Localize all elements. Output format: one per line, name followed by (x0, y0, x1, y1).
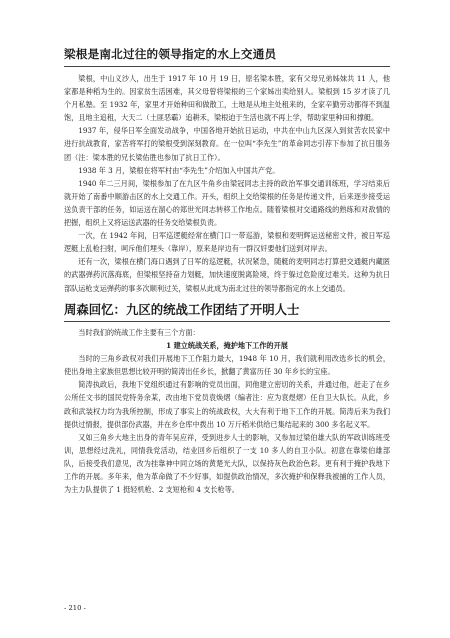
paragraph: 1937 年，侵华日军全面发动战争，中国各地开始抗日运动，中共在中山九区深入到贫苦农民家中进行抗战教育，家苦将军打的梁根受到深刻教育。在一位叫“李先生”的革命同志引荐下参加了抗日服务团（注：梁本胜的兄长梁佑胜也参加了抗日工作）。 (64, 126, 390, 162)
paragraph: 当时的三角乡政权对我们开展地下工作阻力最大，1948 年 10 月，我们就利用改选乡长的机会，使出身地主家族但思想比较开明的简涛出任乡长，掀翻了黄富历任 30 年乡长的宝座。 (64, 354, 390, 377)
paragraph: 梁根，中山义沙人，出生于 1917 年 10 月 19 日，原名梁本胜，家有父母兄弟姊妹共 11 人，他家都是种稻为生的。因家贫生活困难，其父母曾将梁根的三个家姊出卖给别人。梁根到 15 岁才读了几个月私塾。至 1932 年，家里才开始种田和做散工，土地是从地主处租来的，全家辛勤劳动都得不到温饱，且地主追租，大天二（土匪恶霸）追耕禾，梁根迫于生活也就不再上学，帮助家里种田和撑艇。 (64, 74, 390, 123)
article-body (64, 72, 390, 295)
section-body (64, 326, 390, 496)
subheading: 1 建立统战关系，掩护地下工作的开展 (166, 341, 288, 351)
title-underline (64, 66, 390, 67)
paragraph: 1938 年 3 月，梁根在将军村由“李先生”介绍加入中国共产党。 (78, 165, 280, 175)
paragraph: 又如三角乡大地主出身的青年吴应祥，受到进步人士的影响，又参加过梁伯雄大队的军政训练班受训，思想经过洗礼，同情我党活动，结业回乡后组织了一支 10 多人的自卫小队。初意在靠梁伯雄部队，后接受我们意见，改为挂靠神中同立场的黄楚光大队，以保持灰色政治色彩。更有利于掩护我地下工作的开展。多年来，他为革命做了不少好事，如提供政治情况，多次掩护和保释我被捕的工作人员，为主力队提供了 1 挺轻机枪、2 支短枪和 4 支长枪等。 (64, 432, 390, 495)
title-underline (64, 321, 390, 322)
article-title: 梁根是南北过往的领导指定的水上交通员 (64, 47, 277, 61)
paragraph: 还有一次，梁根在横门海口遇到了日军的巡逻艇，状况紧急，随艇的麦明同志打算把交通艇内藏匿的武器弹药沉落海底，但梁根坚持奋力划艇，加快速度脱离险境，终于躲过危险度过难关。这种为抗日部队运枪支运弹药的事多次顺利过关，梁根从此成为南北过往的领导都指定的水上交通员。 (64, 257, 390, 293)
paragraph: 简涛执政后，我地下党组织通过有影响的党员出面，同他建立密切的关系，并通过他，赶走了在乡公所任文书的国民党特务余某，改由地下党员袁焕熠（编者注：应为袁煜熠）任自卫大队长。从此，乡政和武装权力均为我所控制，形成了事实上的统战政权，大大有利于地下工作的开展。简涛后来为我们提供过情报，提供部份武器，并在乡仓库中拨出 10 万斤稻米供给已集结起来的 300 多名起义军。 (64, 380, 390, 429)
section-title: 周森回忆：九区的统战工作团结了开明人士 (64, 302, 300, 317)
paragraph: 一次，在 1942 年间，日军巡逻艇经常在横门口一带巡游，梁根和麦明辉运送秘密文件，被日军巡逻艇上乱枪扫射，呵斥他们埋头（靠岸），原来是岸边有一群汉奸要他们送到对岸去。 (64, 231, 390, 254)
paragraph: 1940 年二三月间，梁根参加了在九区牛角乡由梁冠同志主持的政治军事交通训练班，学习结束后就开始了南番中顺游击区的水上交通工作。开头，组织上交给梁根的任务是传递文件，后来逐步接受运送负责干部的任务，如运送在溜心的郑世光同志转移工作地点。随着梁根对交通路线的熟练和对敌情的把握，组织上又将运送武器的任务交给梁根负责。 (64, 178, 390, 228)
page-number: - 210 - (64, 604, 86, 612)
intro-paragraph: 当时我们的统战工作主要有三个方面： (78, 328, 200, 337)
